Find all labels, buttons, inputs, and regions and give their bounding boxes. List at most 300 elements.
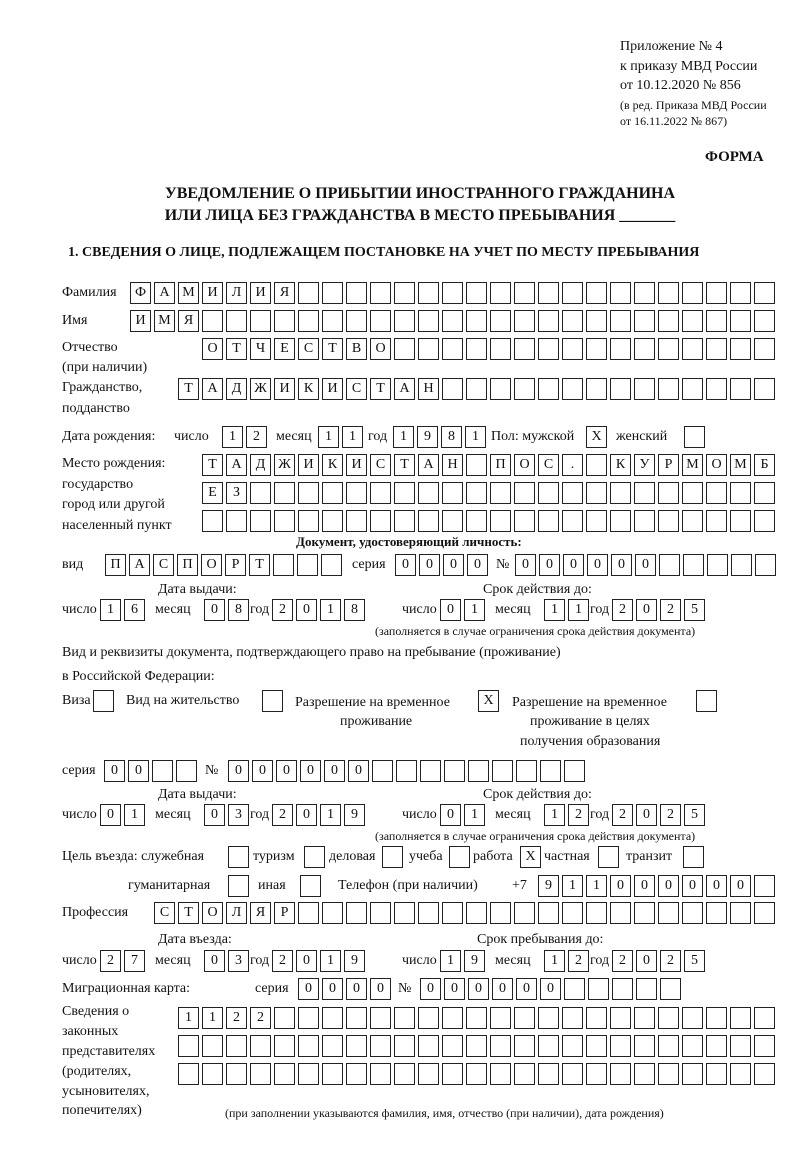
- char-cell[interactable]: [226, 1063, 247, 1085]
- char-cell[interactable]: [730, 1063, 751, 1085]
- valid-month-field[interactable]: [544, 804, 589, 826]
- char-cell[interactable]: И: [202, 282, 223, 304]
- char-cell[interactable]: 2: [246, 426, 267, 448]
- char-cell[interactable]: [370, 1007, 391, 1029]
- char-cell[interactable]: [152, 760, 173, 782]
- char-cell[interactable]: [394, 1063, 415, 1085]
- char-cell[interactable]: [298, 1063, 319, 1085]
- char-cell[interactable]: [449, 846, 470, 868]
- char-cell[interactable]: [754, 482, 775, 504]
- char-cell[interactable]: [682, 1063, 703, 1085]
- char-cell[interactable]: [706, 510, 727, 532]
- char-cell[interactable]: [490, 378, 511, 400]
- char-cell[interactable]: [586, 310, 607, 332]
- entry-year-field[interactable]: [272, 950, 365, 972]
- char-cell[interactable]: П: [177, 554, 198, 576]
- char-cell[interactable]: 0: [587, 554, 608, 576]
- char-cell[interactable]: [490, 310, 511, 332]
- char-cell[interactable]: [754, 1063, 775, 1085]
- char-cell[interactable]: [490, 1007, 511, 1029]
- char-cell[interactable]: [755, 554, 776, 576]
- char-cell[interactable]: [540, 760, 561, 782]
- char-cell[interactable]: 5: [684, 950, 705, 972]
- char-cell[interactable]: 0: [658, 875, 679, 897]
- char-cell[interactable]: [682, 1007, 703, 1029]
- char-cell[interactable]: 3: [228, 950, 249, 972]
- char-cell[interactable]: [442, 510, 463, 532]
- char-cell[interactable]: 1: [544, 950, 565, 972]
- char-cell[interactable]: Е: [202, 482, 223, 504]
- char-cell[interactable]: [658, 310, 679, 332]
- char-cell[interactable]: [93, 690, 114, 712]
- stay-number-field[interactable]: [228, 760, 585, 782]
- char-cell[interactable]: Р: [658, 454, 679, 476]
- char-cell[interactable]: Л: [226, 282, 247, 304]
- surname-field[interactable]: [130, 282, 775, 304]
- char-cell[interactable]: [394, 1035, 415, 1057]
- char-cell[interactable]: 0: [204, 599, 225, 621]
- char-cell[interactable]: [586, 482, 607, 504]
- char-cell[interactable]: 0: [516, 978, 537, 1000]
- char-cell[interactable]: [490, 282, 511, 304]
- char-cell[interactable]: [273, 554, 294, 576]
- char-cell[interactable]: [586, 902, 607, 924]
- issue-day-field[interactable]: [100, 599, 145, 621]
- char-cell[interactable]: [274, 310, 295, 332]
- char-cell[interactable]: X: [586, 426, 607, 448]
- char-cell[interactable]: 1: [202, 1007, 223, 1029]
- char-cell[interactable]: И: [346, 454, 367, 476]
- char-cell[interactable]: М: [154, 310, 175, 332]
- char-cell[interactable]: С: [154, 902, 175, 924]
- char-cell[interactable]: 1: [544, 804, 565, 826]
- char-cell[interactable]: [298, 1035, 319, 1057]
- char-cell[interactable]: 1: [464, 804, 485, 826]
- char-cell[interactable]: О: [706, 454, 727, 476]
- char-cell[interactable]: [250, 1063, 271, 1085]
- char-cell[interactable]: 1: [464, 599, 485, 621]
- char-cell[interactable]: [706, 310, 727, 332]
- char-cell[interactable]: [418, 1063, 439, 1085]
- char-cell[interactable]: 0: [420, 978, 441, 1000]
- char-cell[interactable]: [394, 338, 415, 360]
- id-type-field[interactable]: [105, 554, 342, 576]
- char-cell[interactable]: [682, 282, 703, 304]
- char-cell[interactable]: [466, 282, 487, 304]
- char-cell[interactable]: [442, 482, 463, 504]
- char-cell[interactable]: [202, 310, 223, 332]
- issue-year-field[interactable]: [272, 599, 365, 621]
- char-cell[interactable]: [322, 282, 343, 304]
- char-cell[interactable]: [300, 875, 321, 897]
- char-cell[interactable]: [322, 310, 343, 332]
- char-cell[interactable]: [538, 310, 559, 332]
- char-cell[interactable]: 0: [370, 978, 391, 1000]
- char-cell[interactable]: Т: [249, 554, 270, 576]
- char-cell[interactable]: [418, 338, 439, 360]
- char-cell[interactable]: Л: [226, 902, 247, 924]
- char-cell[interactable]: [682, 338, 703, 360]
- char-cell[interactable]: [754, 282, 775, 304]
- trp-edu-checkbox[interactable]: [696, 690, 717, 712]
- char-cell[interactable]: [442, 282, 463, 304]
- char-cell[interactable]: [514, 902, 535, 924]
- char-cell[interactable]: [490, 482, 511, 504]
- char-cell[interactable]: [394, 510, 415, 532]
- residence-permit-checkbox[interactable]: [262, 690, 283, 712]
- char-cell[interactable]: Ч: [250, 338, 271, 360]
- char-cell[interactable]: [418, 510, 439, 532]
- char-cell[interactable]: С: [153, 554, 174, 576]
- char-cell[interactable]: 0: [636, 804, 657, 826]
- char-cell[interactable]: [298, 902, 319, 924]
- char-cell[interactable]: [202, 1063, 223, 1085]
- char-cell[interactable]: [706, 338, 727, 360]
- trp-checkbox[interactable]: [478, 690, 499, 712]
- char-cell[interactable]: С: [298, 338, 319, 360]
- char-cell[interactable]: [516, 760, 537, 782]
- char-cell[interactable]: [562, 482, 583, 504]
- char-cell[interactable]: 0: [610, 875, 631, 897]
- char-cell[interactable]: [634, 510, 655, 532]
- char-cell[interactable]: [228, 875, 249, 897]
- char-cell[interactable]: [490, 510, 511, 532]
- char-cell[interactable]: 6: [124, 599, 145, 621]
- char-cell[interactable]: С: [370, 454, 391, 476]
- char-cell[interactable]: [178, 1063, 199, 1085]
- char-cell[interactable]: [634, 310, 655, 332]
- char-cell[interactable]: 2: [568, 804, 589, 826]
- char-cell[interactable]: [586, 510, 607, 532]
- char-cell[interactable]: [707, 554, 728, 576]
- char-cell[interactable]: 8: [344, 599, 365, 621]
- char-cell[interactable]: [706, 1035, 727, 1057]
- issue-day-field[interactable]: [100, 804, 145, 826]
- char-cell[interactable]: [490, 1063, 511, 1085]
- char-cell[interactable]: 0: [300, 760, 321, 782]
- char-cell[interactable]: [202, 510, 223, 532]
- char-cell[interactable]: Т: [202, 454, 223, 476]
- char-cell[interactable]: [370, 482, 391, 504]
- char-cell[interactable]: [610, 902, 631, 924]
- char-cell[interactable]: [564, 760, 585, 782]
- char-cell[interactable]: 2: [660, 804, 681, 826]
- char-cell[interactable]: 1: [100, 599, 121, 621]
- char-cell[interactable]: [274, 1035, 295, 1057]
- char-cell[interactable]: [682, 310, 703, 332]
- char-cell[interactable]: [634, 338, 655, 360]
- char-cell[interactable]: [562, 510, 583, 532]
- char-cell[interactable]: С: [346, 378, 367, 400]
- char-cell[interactable]: [754, 310, 775, 332]
- char-cell[interactable]: Б: [754, 454, 775, 476]
- char-cell[interactable]: [466, 310, 487, 332]
- char-cell[interactable]: 2: [568, 950, 589, 972]
- char-cell[interactable]: [394, 282, 415, 304]
- char-cell[interactable]: 0: [730, 875, 751, 897]
- char-cell[interactable]: 0: [468, 978, 489, 1000]
- dob-year-field[interactable]: [393, 426, 486, 448]
- char-cell[interactable]: [586, 338, 607, 360]
- mc-series-field[interactable]: [298, 978, 391, 1000]
- char-cell[interactable]: [696, 690, 717, 712]
- char-cell[interactable]: А: [226, 454, 247, 476]
- char-cell[interactable]: [564, 978, 585, 1000]
- char-cell[interactable]: [562, 1063, 583, 1085]
- char-cell[interactable]: [754, 338, 775, 360]
- char-cell[interactable]: И: [322, 378, 343, 400]
- char-cell[interactable]: [610, 1007, 631, 1029]
- dob-day-field[interactable]: [222, 426, 267, 448]
- char-cell[interactable]: [418, 902, 439, 924]
- char-cell[interactable]: 0: [634, 875, 655, 897]
- char-cell[interactable]: [658, 1063, 679, 1085]
- char-cell[interactable]: [682, 1035, 703, 1057]
- valid-year-field[interactable]: [612, 599, 705, 621]
- sex-male-checkbox[interactable]: [586, 426, 607, 448]
- valid-day-field[interactable]: [440, 804, 485, 826]
- char-cell[interactable]: Р: [225, 554, 246, 576]
- char-cell[interactable]: Р: [274, 902, 295, 924]
- char-cell[interactable]: [514, 510, 535, 532]
- char-cell[interactable]: 0: [539, 554, 560, 576]
- char-cell[interactable]: 0: [204, 804, 225, 826]
- char-cell[interactable]: [298, 310, 319, 332]
- char-cell[interactable]: [178, 1035, 199, 1057]
- pob-row-3[interactable]: [202, 510, 775, 532]
- char-cell[interactable]: [586, 1007, 607, 1029]
- char-cell[interactable]: Т: [178, 378, 199, 400]
- char-cell[interactable]: [659, 554, 680, 576]
- char-cell[interactable]: [514, 338, 535, 360]
- char-cell[interactable]: [658, 1035, 679, 1057]
- char-cell[interactable]: Я: [178, 310, 199, 332]
- char-cell[interactable]: [683, 846, 704, 868]
- purpose-humanitarian-checkbox[interactable]: [228, 875, 249, 897]
- char-cell[interactable]: Т: [178, 902, 199, 924]
- char-cell[interactable]: [634, 1063, 655, 1085]
- valid-year-field[interactable]: [612, 804, 705, 826]
- char-cell[interactable]: Н: [418, 378, 439, 400]
- issue-month-field[interactable]: [204, 804, 249, 826]
- char-cell[interactable]: [250, 482, 271, 504]
- char-cell[interactable]: [466, 902, 487, 924]
- char-cell[interactable]: 0: [296, 804, 317, 826]
- char-cell[interactable]: [610, 1035, 631, 1057]
- valid-month-field[interactable]: [544, 599, 589, 621]
- char-cell[interactable]: 9: [417, 426, 438, 448]
- char-cell[interactable]: [322, 1035, 343, 1057]
- char-cell[interactable]: [562, 378, 583, 400]
- char-cell[interactable]: [586, 1035, 607, 1057]
- char-cell[interactable]: [514, 1007, 535, 1029]
- char-cell[interactable]: [538, 378, 559, 400]
- char-cell[interactable]: [586, 454, 607, 476]
- char-cell[interactable]: X: [520, 846, 541, 868]
- char-cell[interactable]: О: [202, 902, 223, 924]
- char-cell[interactable]: П: [490, 454, 511, 476]
- char-cell[interactable]: [442, 1035, 463, 1057]
- char-cell[interactable]: [754, 1035, 775, 1057]
- char-cell[interactable]: [660, 978, 681, 1000]
- id-number-field[interactable]: [515, 554, 776, 576]
- issue-year-field[interactable]: [272, 804, 365, 826]
- char-cell[interactable]: [346, 310, 367, 332]
- char-cell[interactable]: А: [418, 454, 439, 476]
- char-cell[interactable]: [346, 902, 367, 924]
- char-cell[interactable]: [418, 1007, 439, 1029]
- char-cell[interactable]: [538, 282, 559, 304]
- char-cell[interactable]: [298, 510, 319, 532]
- char-cell[interactable]: [202, 1035, 223, 1057]
- char-cell[interactable]: [490, 902, 511, 924]
- char-cell[interactable]: [466, 378, 487, 400]
- char-cell[interactable]: 1: [465, 426, 486, 448]
- char-cell[interactable]: [370, 1063, 391, 1085]
- pob-row-1[interactable]: [202, 454, 775, 476]
- char-cell[interactable]: [420, 760, 441, 782]
- char-cell[interactable]: С: [538, 454, 559, 476]
- char-cell[interactable]: [706, 902, 727, 924]
- char-cell[interactable]: [684, 426, 705, 448]
- char-cell[interactable]: [226, 1035, 247, 1057]
- char-cell[interactable]: [754, 378, 775, 400]
- char-cell[interactable]: 2: [660, 950, 681, 972]
- char-cell[interactable]: 2: [272, 804, 293, 826]
- purpose-private-checkbox[interactable]: [598, 846, 619, 868]
- char-cell[interactable]: [634, 378, 655, 400]
- char-cell[interactable]: 0: [204, 950, 225, 972]
- char-cell[interactable]: 0: [252, 760, 273, 782]
- char-cell[interactable]: [372, 760, 393, 782]
- char-cell[interactable]: 1: [178, 1007, 199, 1029]
- char-cell[interactable]: 1: [393, 426, 414, 448]
- purpose-other-checkbox[interactable]: [300, 875, 321, 897]
- char-cell[interactable]: [176, 760, 197, 782]
- char-cell[interactable]: 2: [612, 950, 633, 972]
- char-cell[interactable]: К: [610, 454, 631, 476]
- char-cell[interactable]: [683, 554, 704, 576]
- char-cell[interactable]: 7: [124, 950, 145, 972]
- char-cell[interactable]: Т: [394, 454, 415, 476]
- char-cell[interactable]: 0: [322, 978, 343, 1000]
- char-cell[interactable]: 0: [443, 554, 464, 576]
- char-cell[interactable]: [321, 554, 342, 576]
- char-cell[interactable]: 1: [544, 599, 565, 621]
- char-cell[interactable]: [588, 978, 609, 1000]
- char-cell[interactable]: В: [346, 338, 367, 360]
- char-cell[interactable]: [394, 1007, 415, 1029]
- char-cell[interactable]: 1: [320, 804, 341, 826]
- char-cell[interactable]: [370, 510, 391, 532]
- char-cell[interactable]: [346, 1063, 367, 1085]
- char-cell[interactable]: [706, 1007, 727, 1029]
- char-cell[interactable]: [514, 1035, 535, 1057]
- char-cell[interactable]: Д: [226, 378, 247, 400]
- char-cell[interactable]: 1: [222, 426, 243, 448]
- name-field[interactable]: [130, 310, 775, 332]
- char-cell[interactable]: Т: [322, 338, 343, 360]
- char-cell[interactable]: [730, 510, 751, 532]
- char-cell[interactable]: 0: [419, 554, 440, 576]
- char-cell[interactable]: [346, 1035, 367, 1057]
- char-cell[interactable]: [466, 1007, 487, 1029]
- valid-day-field[interactable]: [440, 599, 485, 621]
- char-cell[interactable]: [466, 454, 487, 476]
- char-cell[interactable]: 3: [228, 804, 249, 826]
- char-cell[interactable]: [514, 310, 535, 332]
- char-cell[interactable]: 9: [538, 875, 559, 897]
- char-cell[interactable]: [754, 510, 775, 532]
- char-cell[interactable]: [394, 902, 415, 924]
- char-cell[interactable]: 0: [706, 875, 727, 897]
- char-cell[interactable]: [346, 510, 367, 532]
- reps-row-2[interactable]: [178, 1035, 775, 1057]
- char-cell[interactable]: И: [250, 282, 271, 304]
- char-cell[interactable]: 0: [440, 599, 461, 621]
- char-cell[interactable]: [598, 846, 619, 868]
- char-cell[interactable]: 0: [128, 760, 149, 782]
- char-cell[interactable]: 0: [296, 950, 317, 972]
- char-cell[interactable]: 0: [100, 804, 121, 826]
- char-cell[interactable]: О: [201, 554, 222, 576]
- char-cell[interactable]: [538, 1063, 559, 1085]
- issue-month-field[interactable]: [204, 599, 249, 621]
- char-cell[interactable]: [658, 902, 679, 924]
- char-cell[interactable]: [634, 1035, 655, 1057]
- char-cell[interactable]: Ф: [130, 282, 151, 304]
- pob-row-2[interactable]: [202, 482, 775, 504]
- char-cell[interactable]: 1: [342, 426, 363, 448]
- char-cell[interactable]: 5: [684, 599, 705, 621]
- char-cell[interactable]: [658, 482, 679, 504]
- char-cell[interactable]: [634, 902, 655, 924]
- char-cell[interactable]: 2: [660, 599, 681, 621]
- char-cell[interactable]: [610, 378, 631, 400]
- char-cell[interactable]: [731, 554, 752, 576]
- char-cell[interactable]: [274, 1063, 295, 1085]
- char-cell[interactable]: [730, 902, 751, 924]
- dob-month-field[interactable]: [318, 426, 363, 448]
- char-cell[interactable]: [274, 1007, 295, 1029]
- char-cell[interactable]: [754, 1007, 775, 1029]
- char-cell[interactable]: [298, 482, 319, 504]
- char-cell[interactable]: 1: [562, 875, 583, 897]
- char-cell[interactable]: [346, 282, 367, 304]
- entry-month-field[interactable]: [204, 950, 249, 972]
- sex-female-checkbox[interactable]: [684, 426, 705, 448]
- char-cell[interactable]: 0: [611, 554, 632, 576]
- char-cell[interactable]: [442, 338, 463, 360]
- char-cell[interactable]: [274, 482, 295, 504]
- char-cell[interactable]: [730, 1007, 751, 1029]
- char-cell[interactable]: А: [202, 378, 223, 400]
- char-cell[interactable]: [658, 282, 679, 304]
- char-cell[interactable]: Н: [442, 454, 463, 476]
- char-cell[interactable]: [706, 282, 727, 304]
- char-cell[interactable]: Т: [370, 378, 391, 400]
- entry-day-field[interactable]: [100, 950, 145, 972]
- reps-row-3[interactable]: [178, 1063, 775, 1085]
- citizenship-field[interactable]: [178, 378, 775, 400]
- char-cell[interactable]: [514, 1063, 535, 1085]
- char-cell[interactable]: [514, 482, 535, 504]
- until-month-field[interactable]: [544, 950, 589, 972]
- char-cell[interactable]: [730, 482, 751, 504]
- char-cell[interactable]: [466, 510, 487, 532]
- char-cell[interactable]: [730, 1035, 751, 1057]
- char-cell[interactable]: Т: [226, 338, 247, 360]
